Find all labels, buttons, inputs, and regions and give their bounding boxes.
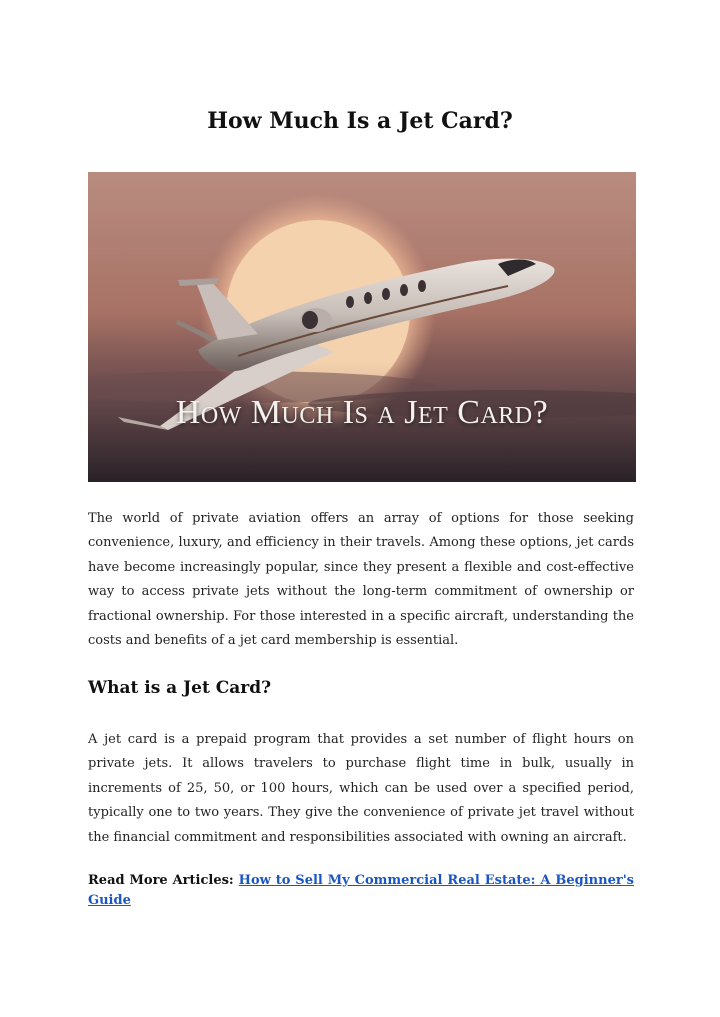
read-more-link[interactable]: How to Sell My Commercial Real Estate: A Beginner's Guide [88, 873, 635, 908]
hero-image [88, 172, 636, 482]
read-more-label: Read More Articles: [88, 873, 234, 888]
jet-sunset-illustration [88, 172, 636, 482]
hero-caption: How Much Is a Jet Card? [175, 394, 549, 431]
section-heading: What is a Jet Card? [88, 678, 272, 698]
section-paragraph: A jet card is a prepaid program that provides a set number of flight hours on private jets. It allows travelers to purchase flight time in bulk, usually in increments of 25, 50, or 100 hours, which can be used over a specified period, typically one to two years. They give the convenience of private jet travel without the financial commitment and responsibilities associated with owning an aircraft. [88, 732, 634, 845]
read-more [88, 871, 634, 911]
intro-paragraph: The world of private aviation offers an array of options for those seeking convenience, luxury, and efficiency in their travels. Among these options, jet cards have become increasingly popular, since they present a flexible and cost-effective way to access private jets without the long-term commitment of ownership or fractional ownership. For those interested in a specific aircraft, understanding the costs and benefits of a jet card membership is essential. [88, 511, 634, 649]
page-title: How Much Is a Jet Card? [207, 108, 513, 134]
